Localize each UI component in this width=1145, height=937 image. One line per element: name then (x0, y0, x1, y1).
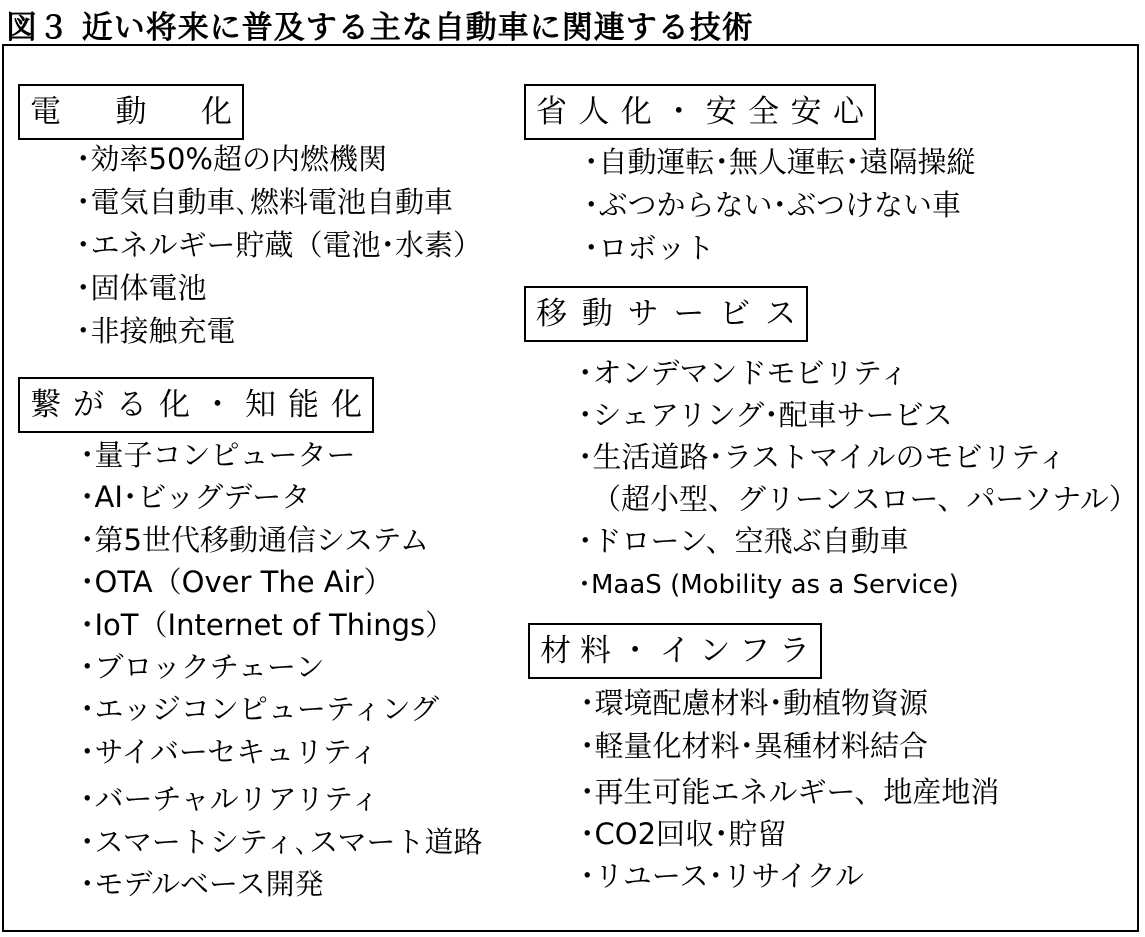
heading-char: ス (764, 295, 796, 332)
list-item: ･軽量化材料･異種材料結合 (580, 729, 929, 763)
heading-char: が (73, 386, 104, 423)
heading-char: 安 (790, 93, 822, 130)
list-item: ･量子コンピューター (80, 438, 356, 472)
heading-char: ビ (719, 295, 751, 332)
heading-char: 化 (201, 93, 232, 130)
figure-title: 図３ 近い将来に普及する主な自動車に関連する技術 (6, 10, 754, 46)
list-item: ･OTA（Over The Air） (80, 565, 393, 599)
heading-materials-infrastructure (528, 623, 822, 679)
list-item: ･固体電池 (76, 271, 207, 305)
list-item: ･エッジコンピューティング (80, 692, 440, 726)
heading-char: 全 (748, 93, 780, 130)
heading-char: サ (627, 295, 659, 332)
heading-char: 化 (159, 386, 190, 423)
heading-char: 心 (832, 93, 864, 130)
list-item: ･バーチャルリアリティ (80, 782, 380, 816)
heading-char: フ (739, 632, 771, 669)
list-item: ･電気自動車､燃料電池自動車 (76, 185, 454, 219)
list-item: ･MaaS (Mobility as a Service) (578, 570, 959, 600)
heading-char: 動 (115, 93, 147, 130)
heading-char: 動 (581, 295, 613, 332)
list-item: ･IoT（Internet of Things） (80, 608, 455, 642)
heading-char: 省 (536, 93, 567, 130)
heading-char: る (116, 386, 147, 423)
heading-char: 電 (30, 93, 61, 130)
heading-char: イ (659, 632, 691, 669)
heading-char: ン (699, 632, 731, 669)
list-item: ･シェアリング･配車サービス (578, 398, 953, 432)
list-item: ･サイバーセキュリティ (80, 735, 379, 769)
list-item: ･ブロックチェーン (80, 650, 325, 684)
list-item: ･環境配慮材料･動植物資源 (580, 686, 929, 720)
list-item: ･非接触充電 (76, 314, 236, 348)
heading-char: 人 (578, 93, 610, 130)
list-item: ･第5世代移動通信システム (80, 523, 430, 557)
heading-char: ・ (202, 386, 233, 423)
heading-char: ラ (778, 632, 810, 669)
heading-mobility-services (524, 286, 808, 342)
list-item: ･モデルベース開発 (80, 867, 324, 901)
list-item: ･生活道路･ラストマイルのモビリティ (578, 440, 1067, 474)
heading-char: 移 (536, 295, 567, 332)
heading-char: 繋 (30, 386, 61, 423)
heading-char: 能 (288, 386, 319, 423)
list-item: ･リユース･リサイクル (580, 859, 864, 893)
heading-char: 化 (331, 386, 362, 423)
list-item: ･効率50%超の内燃機関 (76, 142, 387, 176)
list-item: ･ぶつからない･ぶつけない車 (584, 188, 962, 222)
heading-char: ・ (663, 93, 695, 130)
heading-char: 知 (245, 386, 276, 423)
list-item: ･スマートシティ､スマート道路 (80, 825, 483, 859)
heading-char: ・ (619, 632, 651, 669)
list-item-continuation: （超小型、グリーンスロー、パーソナル） (592, 482, 1138, 516)
heading-char: ー (673, 295, 705, 332)
heading-char: 安 (705, 93, 737, 130)
list-item: ･ロボット (584, 231, 715, 265)
list-item: ･AI･ビッグデータ (80, 480, 311, 514)
heading-char: 化 (620, 93, 652, 130)
list-item: ･エネルギー貯蔵（電池･水素） (76, 228, 483, 262)
list-item: ･CO2回収･貯留 (580, 817, 787, 851)
list-item: ･ドローン、空飛ぶ自動車 (578, 524, 909, 558)
list-item: ･再生可能エネルギー、地産地消 (580, 775, 1000, 809)
heading-connected-intelligent (18, 377, 374, 433)
heading-char: 料 (579, 632, 611, 669)
heading-labor-saving-safety (524, 84, 876, 140)
list-item: ･自動運転･無人運転･遠隔操縦 (584, 145, 976, 179)
list-item: ･オンデマンドモビリティ (578, 356, 909, 390)
heading-electrification (18, 84, 244, 140)
heading-char: 材 (540, 632, 571, 669)
